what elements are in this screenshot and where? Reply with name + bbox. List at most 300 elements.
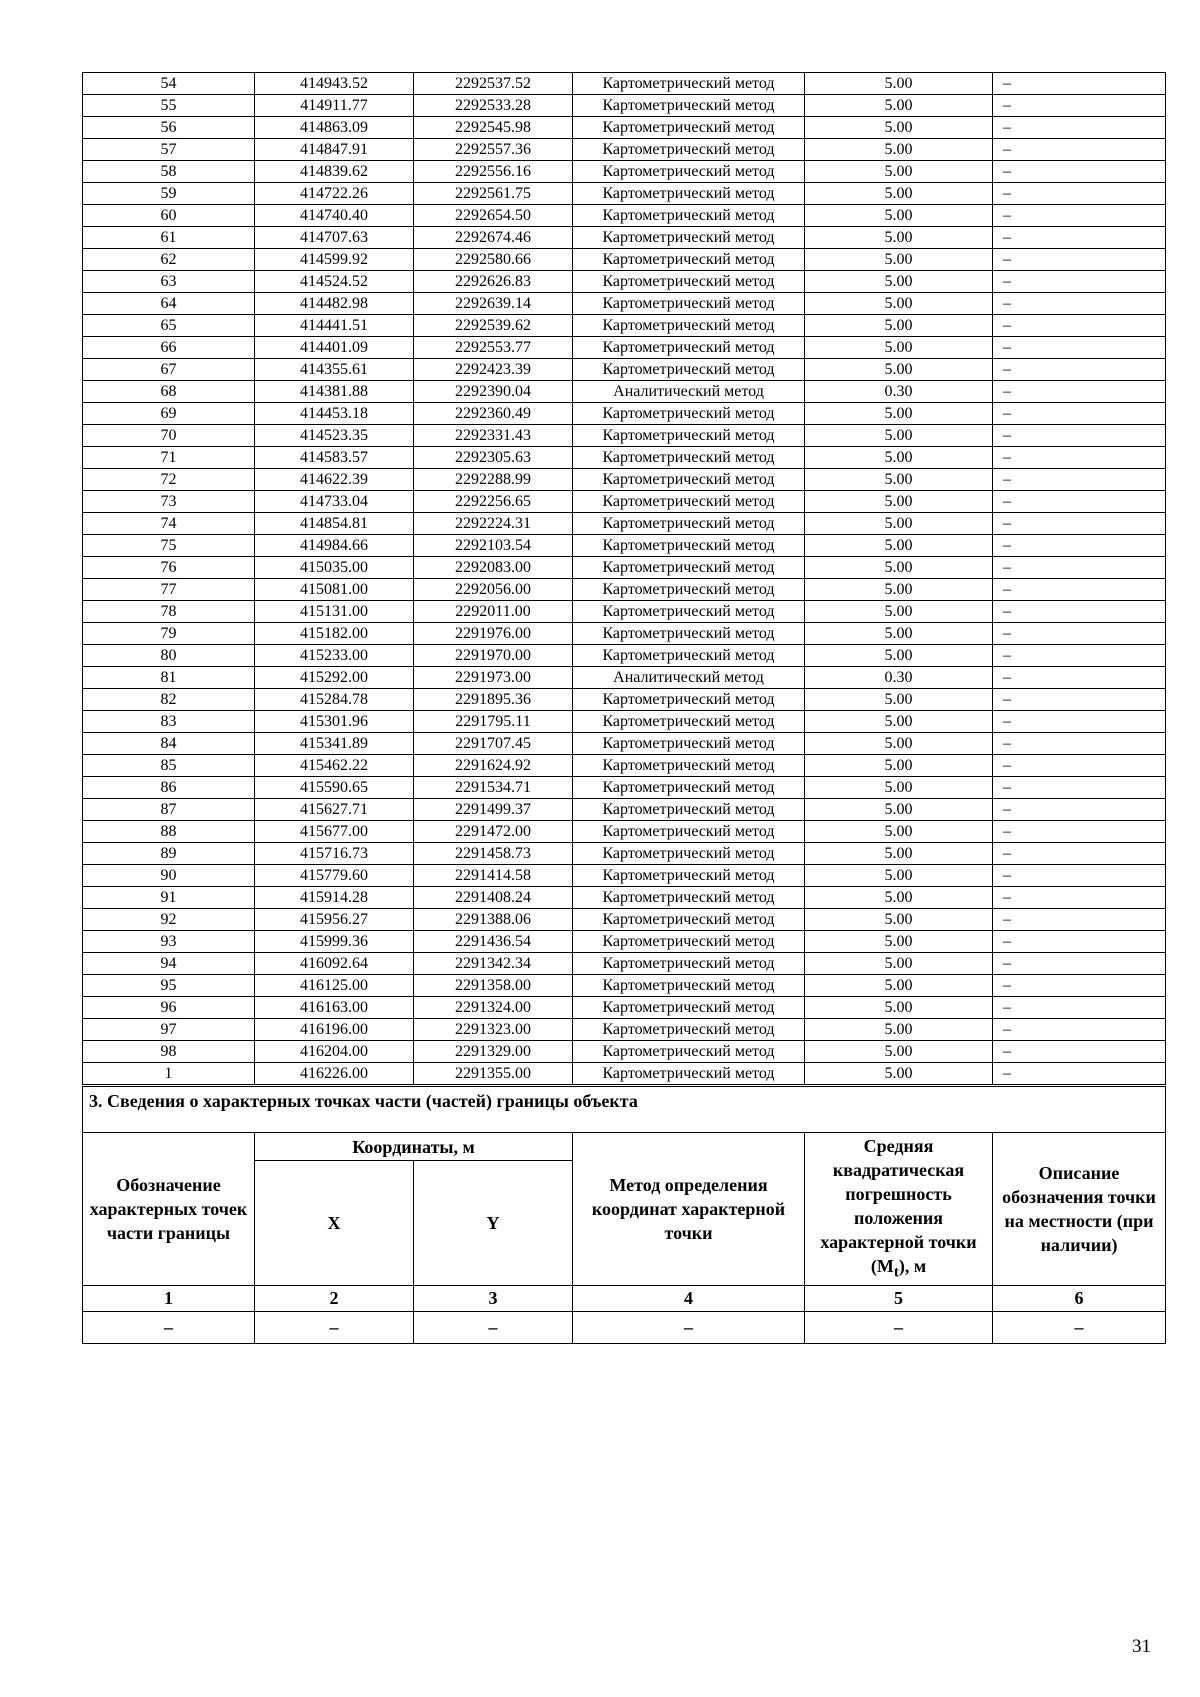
point-number-cell: 60 bbox=[83, 205, 255, 227]
point-number-cell: 87 bbox=[83, 799, 255, 821]
y-coordinate-cell: 2292083.00 bbox=[414, 557, 573, 579]
x-coordinate-cell: 416092.64 bbox=[255, 953, 414, 975]
y-coordinate-cell: 2291970.00 bbox=[414, 645, 573, 667]
description-cell: – bbox=[993, 315, 1166, 337]
error-cell: 5.00 bbox=[805, 865, 993, 887]
method-cell: Аналитический метод bbox=[573, 667, 805, 689]
method-cell: Картометрический метод bbox=[573, 315, 805, 337]
x-coordinate-cell: 415284.78 bbox=[255, 689, 414, 711]
table-row bbox=[83, 95, 1166, 117]
error-cell: 5.00 bbox=[805, 909, 993, 931]
x-coordinate-cell: 415341.89 bbox=[255, 733, 414, 755]
table-row bbox=[83, 513, 1166, 535]
point-number-cell: 54 bbox=[83, 73, 255, 95]
method-cell: Картометрический метод bbox=[573, 249, 805, 271]
table-row bbox=[83, 403, 1166, 425]
point-number-cell: 81 bbox=[83, 667, 255, 689]
error-cell: 5.00 bbox=[805, 579, 993, 601]
point-number-cell: 78 bbox=[83, 601, 255, 623]
x-coordinate-cell: 416226.00 bbox=[255, 1063, 414, 1085]
column-number-5: 5 bbox=[805, 1286, 993, 1312]
method-cell: Картометрический метод bbox=[573, 293, 805, 315]
y-coordinate-cell: 2292533.28 bbox=[414, 95, 573, 117]
description-cell: – bbox=[993, 645, 1166, 667]
point-number-cell: 65 bbox=[83, 315, 255, 337]
point-number-cell: 62 bbox=[83, 249, 255, 271]
description-cell: – bbox=[993, 513, 1166, 535]
table-row bbox=[83, 117, 1166, 139]
error-cell: 5.00 bbox=[805, 755, 993, 777]
error-cell: 5.00 bbox=[805, 997, 993, 1019]
point-number-cell: 76 bbox=[83, 557, 255, 579]
table-row bbox=[83, 469, 1166, 491]
x-coordinate-cell: 414911.77 bbox=[255, 95, 414, 117]
description-cell: – bbox=[993, 821, 1166, 843]
x-coordinate-cell: 415081.00 bbox=[255, 579, 414, 601]
error-cell: 5.00 bbox=[805, 733, 993, 755]
description-cell: – bbox=[993, 381, 1166, 403]
error-cell: 5.00 bbox=[805, 1063, 993, 1085]
y-coordinate-cell: 2291355.00 bbox=[414, 1063, 573, 1085]
x-coordinate-cell: 415035.00 bbox=[255, 557, 414, 579]
table-row bbox=[83, 667, 1166, 689]
y-coordinate-cell: 2292390.04 bbox=[414, 381, 573, 403]
method-cell: Картометрический метод bbox=[573, 337, 805, 359]
y-coordinate-cell: 2292331.43 bbox=[414, 425, 573, 447]
x-coordinate-cell: 416163.00 bbox=[255, 997, 414, 1019]
y-coordinate-cell: 2291323.00 bbox=[414, 1019, 573, 1041]
table-row bbox=[83, 73, 1166, 95]
table-row bbox=[83, 1041, 1166, 1063]
method-cell: Картометрический метод bbox=[573, 601, 805, 623]
x-coordinate-cell: 415716.73 bbox=[255, 843, 414, 865]
error-cell: 5.00 bbox=[805, 601, 993, 623]
y-coordinate-cell: 2291973.00 bbox=[414, 667, 573, 689]
y-coordinate-cell: 2291976.00 bbox=[414, 623, 573, 645]
y-coordinate-cell: 2292305.63 bbox=[414, 447, 573, 469]
description-cell: – bbox=[993, 953, 1166, 975]
description-cell: – bbox=[993, 271, 1166, 293]
point-number-cell: 69 bbox=[83, 403, 255, 425]
method-cell: Картометрический метод bbox=[573, 117, 805, 139]
x-coordinate-cell: 414381.88 bbox=[255, 381, 414, 403]
error-cell: 5.00 bbox=[805, 315, 993, 337]
table-row bbox=[83, 843, 1166, 865]
y-coordinate-cell: 2291414.58 bbox=[414, 865, 573, 887]
y-coordinate-cell: 2291342.34 bbox=[414, 953, 573, 975]
table-row bbox=[83, 579, 1166, 601]
y-coordinate-cell: 2291388.06 bbox=[414, 909, 573, 931]
description-cell: – bbox=[993, 1063, 1166, 1085]
y-coordinate-cell: 2292557.36 bbox=[414, 139, 573, 161]
description-cell: – bbox=[993, 843, 1166, 865]
point-number-cell: 64 bbox=[83, 293, 255, 315]
description-cell: – bbox=[993, 865, 1166, 887]
x-coordinate-cell: 416125.00 bbox=[255, 975, 414, 997]
y-coordinate-cell: 2291458.73 bbox=[414, 843, 573, 865]
x-coordinate-cell: 414839.62 bbox=[255, 161, 414, 183]
x-coordinate-cell: 414401.09 bbox=[255, 337, 414, 359]
error-cell: 5.00 bbox=[805, 1041, 993, 1063]
method-cell: Картометрический метод bbox=[573, 271, 805, 293]
error-cell: 5.00 bbox=[805, 491, 993, 513]
error-cell: 5.00 bbox=[805, 117, 993, 139]
y-coordinate-cell: 2291707.45 bbox=[414, 733, 573, 755]
method-cell: Картометрический метод bbox=[573, 491, 805, 513]
method-cell: Картометрический метод bbox=[573, 733, 805, 755]
error-cell: 5.00 bbox=[805, 227, 993, 249]
description-cell: – bbox=[993, 337, 1166, 359]
error-cell: 5.00 bbox=[805, 183, 993, 205]
x-coordinate-cell: 414453.18 bbox=[255, 403, 414, 425]
y-coordinate-cell: 2292103.54 bbox=[414, 535, 573, 557]
y-coordinate-cell: 2291499.37 bbox=[414, 799, 573, 821]
y-coordinate-cell: 2292011.00 bbox=[414, 601, 573, 623]
error-cell: 5.00 bbox=[805, 535, 993, 557]
y-coordinate-cell: 2291358.00 bbox=[414, 975, 573, 997]
x-coordinate-cell: 414707.63 bbox=[255, 227, 414, 249]
method-cell: Картометрический метод bbox=[573, 1063, 805, 1085]
x-coordinate-cell: 414854.81 bbox=[255, 513, 414, 535]
table-row bbox=[83, 557, 1166, 579]
table-row bbox=[83, 887, 1166, 909]
error-cell: 5.00 bbox=[805, 161, 993, 183]
error-cell: 5.00 bbox=[805, 623, 993, 645]
error-cell: 0.30 bbox=[805, 381, 993, 403]
error-cell: 5.00 bbox=[805, 469, 993, 491]
point-number-cell: 80 bbox=[83, 645, 255, 667]
y-coordinate-cell: 2291408.24 bbox=[414, 887, 573, 909]
error-cell: 5.00 bbox=[805, 777, 993, 799]
x-coordinate-cell: 415233.00 bbox=[255, 645, 414, 667]
point-number-cell: 82 bbox=[83, 689, 255, 711]
error-cell: 5.00 bbox=[805, 689, 993, 711]
table-row bbox=[83, 315, 1166, 337]
table-row bbox=[83, 381, 1166, 403]
error-cell: 5.00 bbox=[805, 293, 993, 315]
y-coordinate-cell: 2292056.00 bbox=[414, 579, 573, 601]
table-row bbox=[83, 645, 1166, 667]
x-coordinate-cell: 414722.26 bbox=[255, 183, 414, 205]
description-cell: – bbox=[993, 293, 1166, 315]
error-cell: 5.00 bbox=[805, 513, 993, 535]
y-coordinate-cell: 2292539.62 bbox=[414, 315, 573, 337]
point-number-cell: 90 bbox=[83, 865, 255, 887]
empty-cell: – bbox=[805, 1312, 993, 1344]
x-coordinate-cell: 416204.00 bbox=[255, 1041, 414, 1063]
point-number-cell: 70 bbox=[83, 425, 255, 447]
method-cell: Картометрический метод bbox=[573, 799, 805, 821]
error-cell: 5.00 bbox=[805, 931, 993, 953]
point-number-cell: 92 bbox=[83, 909, 255, 931]
header-y: Y bbox=[414, 1161, 573, 1286]
description-cell: – bbox=[993, 755, 1166, 777]
x-coordinate-cell: 414524.52 bbox=[255, 271, 414, 293]
description-cell: – bbox=[993, 623, 1166, 645]
method-cell: Картометрический метод bbox=[573, 535, 805, 557]
x-coordinate-cell: 414482.98 bbox=[255, 293, 414, 315]
point-number-cell: 55 bbox=[83, 95, 255, 117]
y-coordinate-cell: 2292580.66 bbox=[414, 249, 573, 271]
description-cell: – bbox=[993, 205, 1166, 227]
y-coordinate-cell: 2292423.39 bbox=[414, 359, 573, 381]
error-cell: 5.00 bbox=[805, 1019, 993, 1041]
method-cell: Картометрический метод bbox=[573, 777, 805, 799]
section3-title: 3. Сведения о характерных точках части (частей) границы объекта bbox=[83, 1087, 1166, 1133]
table-row bbox=[83, 227, 1166, 249]
point-number-cell: 74 bbox=[83, 513, 255, 535]
x-coordinate-cell: 415131.00 bbox=[255, 601, 414, 623]
method-cell: Картометрический метод bbox=[573, 953, 805, 975]
point-number-cell: 85 bbox=[83, 755, 255, 777]
error-cell: 5.00 bbox=[805, 205, 993, 227]
point-number-cell: 88 bbox=[83, 821, 255, 843]
table-row bbox=[83, 799, 1166, 821]
method-cell: Картометрический метод bbox=[573, 557, 805, 579]
x-coordinate-cell: 414583.57 bbox=[255, 447, 414, 469]
y-coordinate-cell: 2292553.77 bbox=[414, 337, 573, 359]
method-cell: Картометрический метод bbox=[573, 359, 805, 381]
x-coordinate-cell: 415301.96 bbox=[255, 711, 414, 733]
method-cell: Картометрический метод bbox=[573, 205, 805, 227]
error-cell: 5.00 bbox=[805, 139, 993, 161]
point-number-cell: 68 bbox=[83, 381, 255, 403]
description-cell: – bbox=[993, 117, 1166, 139]
y-coordinate-cell: 2291324.00 bbox=[414, 997, 573, 1019]
method-cell: Картометрический метод bbox=[573, 975, 805, 997]
y-coordinate-cell: 2291624.92 bbox=[414, 755, 573, 777]
table-row bbox=[83, 535, 1166, 557]
empty-cell: – bbox=[993, 1312, 1166, 1344]
header-error-suffix: ), м bbox=[898, 1255, 927, 1276]
point-number-cell: 96 bbox=[83, 997, 255, 1019]
method-cell: Картометрический метод bbox=[573, 579, 805, 601]
error-cell: 5.00 bbox=[805, 403, 993, 425]
description-cell: – bbox=[993, 249, 1166, 271]
point-number-cell: 71 bbox=[83, 447, 255, 469]
table-row bbox=[83, 711, 1166, 733]
description-cell: – bbox=[993, 667, 1166, 689]
x-coordinate-cell: 415956.27 bbox=[255, 909, 414, 931]
error-cell: 5.00 bbox=[805, 447, 993, 469]
point-number-cell: 94 bbox=[83, 953, 255, 975]
x-coordinate-cell: 415462.22 bbox=[255, 755, 414, 777]
y-coordinate-cell: 2292556.16 bbox=[414, 161, 573, 183]
y-coordinate-cell: 2291534.71 bbox=[414, 777, 573, 799]
table-row bbox=[83, 865, 1166, 887]
description-cell: – bbox=[993, 733, 1166, 755]
description-cell: – bbox=[993, 95, 1166, 117]
method-cell: Картометрический метод bbox=[573, 227, 805, 249]
column-number-6: 6 bbox=[993, 1286, 1166, 1312]
point-number-cell: 95 bbox=[83, 975, 255, 997]
description-cell: – bbox=[993, 601, 1166, 623]
error-cell: 0.30 bbox=[805, 667, 993, 689]
description-cell: – bbox=[993, 777, 1166, 799]
description-cell: – bbox=[993, 1041, 1166, 1063]
description-cell: – bbox=[993, 491, 1166, 513]
column-number-2: 2 bbox=[255, 1286, 414, 1312]
x-coordinate-cell: 414863.09 bbox=[255, 117, 414, 139]
table-row bbox=[83, 139, 1166, 161]
error-cell: 5.00 bbox=[805, 425, 993, 447]
method-cell: Картометрический метод bbox=[573, 821, 805, 843]
point-number-cell: 79 bbox=[83, 623, 255, 645]
x-coordinate-cell: 415182.00 bbox=[255, 623, 414, 645]
error-cell: 5.00 bbox=[805, 645, 993, 667]
y-coordinate-cell: 2292545.98 bbox=[414, 117, 573, 139]
table-row bbox=[83, 623, 1166, 645]
description-cell: – bbox=[993, 535, 1166, 557]
table-row bbox=[83, 601, 1166, 623]
method-cell: Картометрический метод bbox=[573, 469, 805, 491]
y-coordinate-cell: 2291895.36 bbox=[414, 689, 573, 711]
boundary-points-table bbox=[82, 72, 1166, 1085]
header-error bbox=[805, 1133, 993, 1286]
header-method: Метод определения координат характерной точки bbox=[573, 1133, 805, 1286]
method-cell: Картометрический метод bbox=[573, 425, 805, 447]
column-number-1: 1 bbox=[83, 1286, 255, 1312]
method-cell: Картометрический метод bbox=[573, 931, 805, 953]
description-cell: – bbox=[993, 975, 1166, 997]
x-coordinate-cell: 414984.66 bbox=[255, 535, 414, 557]
point-number-cell: 58 bbox=[83, 161, 255, 183]
description-cell: – bbox=[993, 1019, 1166, 1041]
description-cell: – bbox=[993, 799, 1166, 821]
y-coordinate-cell: 2292654.50 bbox=[414, 205, 573, 227]
point-number-cell: 59 bbox=[83, 183, 255, 205]
point-number-cell: 56 bbox=[83, 117, 255, 139]
point-number-cell: 89 bbox=[83, 843, 255, 865]
x-coordinate-cell: 414847.91 bbox=[255, 139, 414, 161]
table-row bbox=[83, 1063, 1166, 1085]
method-cell: Картометрический метод bbox=[573, 1041, 805, 1063]
error-cell: 5.00 bbox=[805, 271, 993, 293]
table-row bbox=[83, 689, 1166, 711]
empty-cell: – bbox=[414, 1312, 573, 1344]
table-row bbox=[83, 249, 1166, 271]
table-row bbox=[83, 183, 1166, 205]
table-row bbox=[83, 821, 1166, 843]
method-cell: Картометрический метод bbox=[573, 95, 805, 117]
point-number-cell: 61 bbox=[83, 227, 255, 249]
point-number-cell: 1 bbox=[83, 1063, 255, 1085]
point-number-cell: 98 bbox=[83, 1041, 255, 1063]
description-cell: – bbox=[993, 909, 1166, 931]
y-coordinate-cell: 2292256.65 bbox=[414, 491, 573, 513]
table-row bbox=[83, 953, 1166, 975]
y-coordinate-cell: 2292639.14 bbox=[414, 293, 573, 315]
point-number-cell: 97 bbox=[83, 1019, 255, 1041]
x-coordinate-cell: 414599.92 bbox=[255, 249, 414, 271]
table-row bbox=[83, 293, 1166, 315]
point-number-cell: 66 bbox=[83, 337, 255, 359]
table-row bbox=[83, 777, 1166, 799]
x-coordinate-cell: 415779.60 bbox=[255, 865, 414, 887]
x-coordinate-cell: 414441.51 bbox=[255, 315, 414, 337]
x-coordinate-cell: 415292.00 bbox=[255, 667, 414, 689]
description-cell: – bbox=[993, 425, 1166, 447]
error-cell: 5.00 bbox=[805, 799, 993, 821]
method-cell: Картометрический метод bbox=[573, 887, 805, 909]
point-number-cell: 93 bbox=[83, 931, 255, 953]
point-number-cell: 72 bbox=[83, 469, 255, 491]
point-number-cell: 91 bbox=[83, 887, 255, 909]
y-coordinate-cell: 2292224.31 bbox=[414, 513, 573, 535]
method-cell: Картометрический метод bbox=[573, 447, 805, 469]
method-cell: Картометрический метод bbox=[573, 513, 805, 535]
table-row bbox=[83, 931, 1166, 953]
table-row bbox=[83, 161, 1166, 183]
method-cell: Картометрический метод bbox=[573, 73, 805, 95]
x-coordinate-cell: 415999.36 bbox=[255, 931, 414, 953]
x-coordinate-cell: 414523.35 bbox=[255, 425, 414, 447]
error-cell: 5.00 bbox=[805, 359, 993, 381]
table-row bbox=[83, 909, 1166, 931]
table-row bbox=[83, 491, 1166, 513]
description-cell: – bbox=[993, 689, 1166, 711]
x-coordinate-cell: 414740.40 bbox=[255, 205, 414, 227]
empty-cell: – bbox=[573, 1312, 805, 1344]
method-cell: Картометрический метод bbox=[573, 689, 805, 711]
method-cell: Картометрический метод bbox=[573, 161, 805, 183]
x-coordinate-cell: 416196.00 bbox=[255, 1019, 414, 1041]
table-row bbox=[83, 447, 1166, 469]
table-row bbox=[83, 337, 1166, 359]
method-cell: Картометрический метод bbox=[573, 711, 805, 733]
method-cell: Картометрический метод bbox=[573, 865, 805, 887]
empty-cell: – bbox=[255, 1312, 414, 1344]
page-number: 31 bbox=[1132, 1636, 1151, 1657]
point-number-cell: 63 bbox=[83, 271, 255, 293]
x-coordinate-cell: 415590.65 bbox=[255, 777, 414, 799]
x-coordinate-cell: 414733.04 bbox=[255, 491, 414, 513]
method-cell: Картометрический метод bbox=[573, 139, 805, 161]
description-cell: – bbox=[993, 711, 1166, 733]
description-cell: – bbox=[993, 557, 1166, 579]
error-cell: 5.00 bbox=[805, 843, 993, 865]
header-error-text: Средняя квадратическая погрешность положения характерной точки (M bbox=[820, 1135, 977, 1276]
x-coordinate-cell: 415914.28 bbox=[255, 887, 414, 909]
point-number-cell: 67 bbox=[83, 359, 255, 381]
description-cell: – bbox=[993, 73, 1166, 95]
header-x: X bbox=[255, 1161, 414, 1286]
x-coordinate-cell: 415677.00 bbox=[255, 821, 414, 843]
table-row bbox=[83, 733, 1166, 755]
header-description: Описание обозначения точки на местности (при наличии) bbox=[993, 1133, 1166, 1286]
y-coordinate-cell: 2291436.54 bbox=[414, 931, 573, 953]
method-cell: Картометрический метод bbox=[573, 403, 805, 425]
method-cell: Картометрический метод bbox=[573, 183, 805, 205]
description-cell: – bbox=[993, 931, 1166, 953]
method-cell: Картометрический метод bbox=[573, 997, 805, 1019]
point-number-cell: 77 bbox=[83, 579, 255, 601]
y-coordinate-cell: 2292360.49 bbox=[414, 403, 573, 425]
error-cell: 5.00 bbox=[805, 73, 993, 95]
table-row bbox=[83, 975, 1166, 997]
method-cell: Картометрический метод bbox=[573, 909, 805, 931]
error-cell: 5.00 bbox=[805, 711, 993, 733]
table-row bbox=[83, 997, 1166, 1019]
y-coordinate-cell: 2292626.83 bbox=[414, 271, 573, 293]
error-cell: 5.00 bbox=[805, 337, 993, 359]
point-number-cell: 73 bbox=[83, 491, 255, 513]
y-coordinate-cell: 2291472.00 bbox=[414, 821, 573, 843]
column-number-4: 4 bbox=[573, 1286, 805, 1312]
description-cell: – bbox=[993, 227, 1166, 249]
method-cell: Картометрический метод bbox=[573, 843, 805, 865]
y-coordinate-cell: 2292537.52 bbox=[414, 73, 573, 95]
